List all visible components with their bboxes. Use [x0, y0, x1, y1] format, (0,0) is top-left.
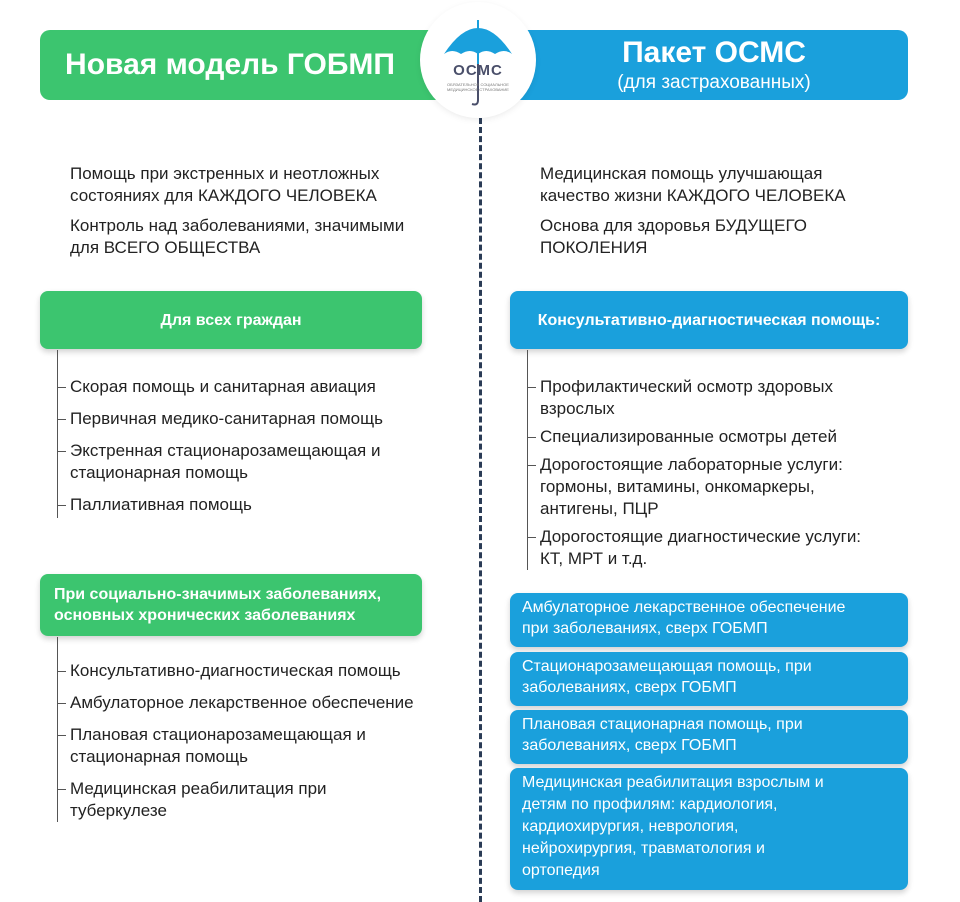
left-section1-list	[70, 376, 450, 526]
left-header-banner	[40, 30, 460, 100]
left-header-title: Новая модель ГОБМП	[65, 48, 395, 81]
right-box-inpatient	[510, 710, 908, 764]
list-item-line: Паллиативная помощь	[70, 495, 252, 514]
left-section2-list	[70, 660, 455, 832]
intro-line: Медицинская помощь улучшающая	[540, 164, 823, 183]
box-line: ортопедия	[522, 862, 600, 879]
list-item-line: Экстренная стационарозамещающая и	[70, 441, 381, 460]
list-item	[540, 376, 910, 420]
list-item-line: Первичная медико-санитарная помощь	[70, 409, 383, 428]
list-item-line: Специализированные осмотры детей	[540, 427, 837, 446]
right-intro-1	[540, 163, 846, 207]
list-item	[70, 408, 450, 430]
intro-line: Основа для здоровья БУДУЩЕГО	[540, 216, 807, 235]
right-section1-title	[510, 291, 908, 349]
list-item-line: Амбулаторное лекарственное обеспечение	[70, 693, 414, 712]
center-divider	[479, 118, 482, 902]
intro-line: Помощь при экстренных и неотложных	[70, 164, 380, 183]
list-item	[70, 376, 450, 398]
list-item	[540, 454, 910, 520]
right-box-ambulatory	[510, 593, 908, 647]
left-section2-bracket	[57, 637, 58, 822]
list-item	[70, 494, 450, 516]
intro-line: качество жизни КАЖДОГО ЧЕЛОВЕКА	[540, 186, 846, 205]
right-header-title: Пакет ОСМС	[622, 36, 806, 69]
list-item	[70, 660, 455, 682]
section-title-line: основных хронических заболеваниях	[54, 607, 356, 624]
logo-small-text: ОБЯЗАТЕЛЬНОЕ СОЦИАЛЬНОЕ МЕДИЦИНСКОЕ СТРАХОВАНИЕ	[447, 82, 509, 92]
list-item	[70, 440, 450, 484]
list-item-line: Плановая стационарозамещающая и	[70, 725, 366, 744]
right-box-rehabilitation	[510, 768, 908, 890]
box-line: Плановая стационарная помощь, при	[522, 716, 803, 733]
intro-line: состояниях для КАЖДОГО ЧЕЛОВЕКА	[70, 186, 377, 205]
intro-line: Контроль над заболеваниями, значимыми	[70, 216, 405, 235]
umbrella-icon	[422, 4, 534, 116]
box-line: нейрохирургия, травматология и	[522, 840, 765, 857]
section-title-text: Для всех граждан	[160, 311, 302, 329]
list-item-line: Профилактический осмотр здоровых	[540, 377, 834, 396]
list-item-line: антигены, ПЦР	[540, 499, 659, 518]
list-item-line: туберкулезе	[70, 801, 167, 820]
box-line: заболеваниях, сверх ГОБМП	[522, 737, 737, 754]
list-item	[540, 426, 910, 448]
box-line: при заболеваниях, сверх ГОБМП	[522, 620, 768, 637]
list-item	[70, 692, 455, 714]
list-item-line: стационарная помощь	[70, 463, 248, 482]
list-item-line: взрослых	[540, 399, 615, 418]
list-item	[70, 724, 455, 768]
right-section1-list	[540, 376, 910, 576]
box-line: заболеваниях, сверх ГОБМП	[522, 679, 737, 696]
list-item-line: Медицинская реабилитация при	[70, 779, 327, 798]
box-line: Амбулаторное лекарственное обеспечение	[522, 599, 846, 616]
logo-text: ОСМС	[453, 62, 503, 79]
list-item-line: Консультативно-диагностическая помощь	[70, 661, 401, 680]
left-intro-2	[70, 215, 404, 259]
left-section1-title	[40, 291, 422, 349]
list-item-line: Скорая помощь и санитарная авиация	[70, 377, 376, 396]
list-item-line: Дорогостоящие диагностические услуги:	[540, 527, 862, 546]
list-item	[540, 526, 910, 570]
list-item-line: КТ, МРТ и т.д.	[540, 549, 648, 568]
box-line: детям по профилям: кардиология,	[522, 796, 778, 813]
list-item-line: гормоны, витамины, онкомаркеры,	[540, 477, 815, 496]
section-title-text: Консультативно-диагностическая помощь:	[537, 311, 881, 329]
left-section1-bracket	[57, 350, 58, 518]
left-intro-1	[70, 163, 379, 207]
list-item-line: стационарная помощь	[70, 747, 248, 766]
intro-line: ПОКОЛЕНИЯ	[540, 238, 648, 257]
right-intro-2	[540, 215, 807, 259]
box-line: кардиохирургия, неврология,	[522, 818, 739, 835]
osms-logo	[422, 4, 534, 116]
left-section2-title	[40, 574, 422, 636]
list-item-line: Дорогостоящие лабораторные услуги:	[540, 455, 843, 474]
section-title-line: При социально-значимых заболеваниях,	[54, 586, 382, 603]
right-header-banner	[500, 30, 908, 100]
box-line: Медицинская реабилитация взрослым и	[522, 774, 824, 791]
intro-line: для ВСЕГО ОБЩЕСТВА	[70, 238, 261, 257]
list-item	[70, 778, 455, 822]
right-box-day-hospital	[510, 652, 908, 706]
box-line: Стационарозамещающая помощь, при	[522, 658, 812, 675]
right-header-subtitle: (для застрахованных)	[617, 72, 811, 93]
